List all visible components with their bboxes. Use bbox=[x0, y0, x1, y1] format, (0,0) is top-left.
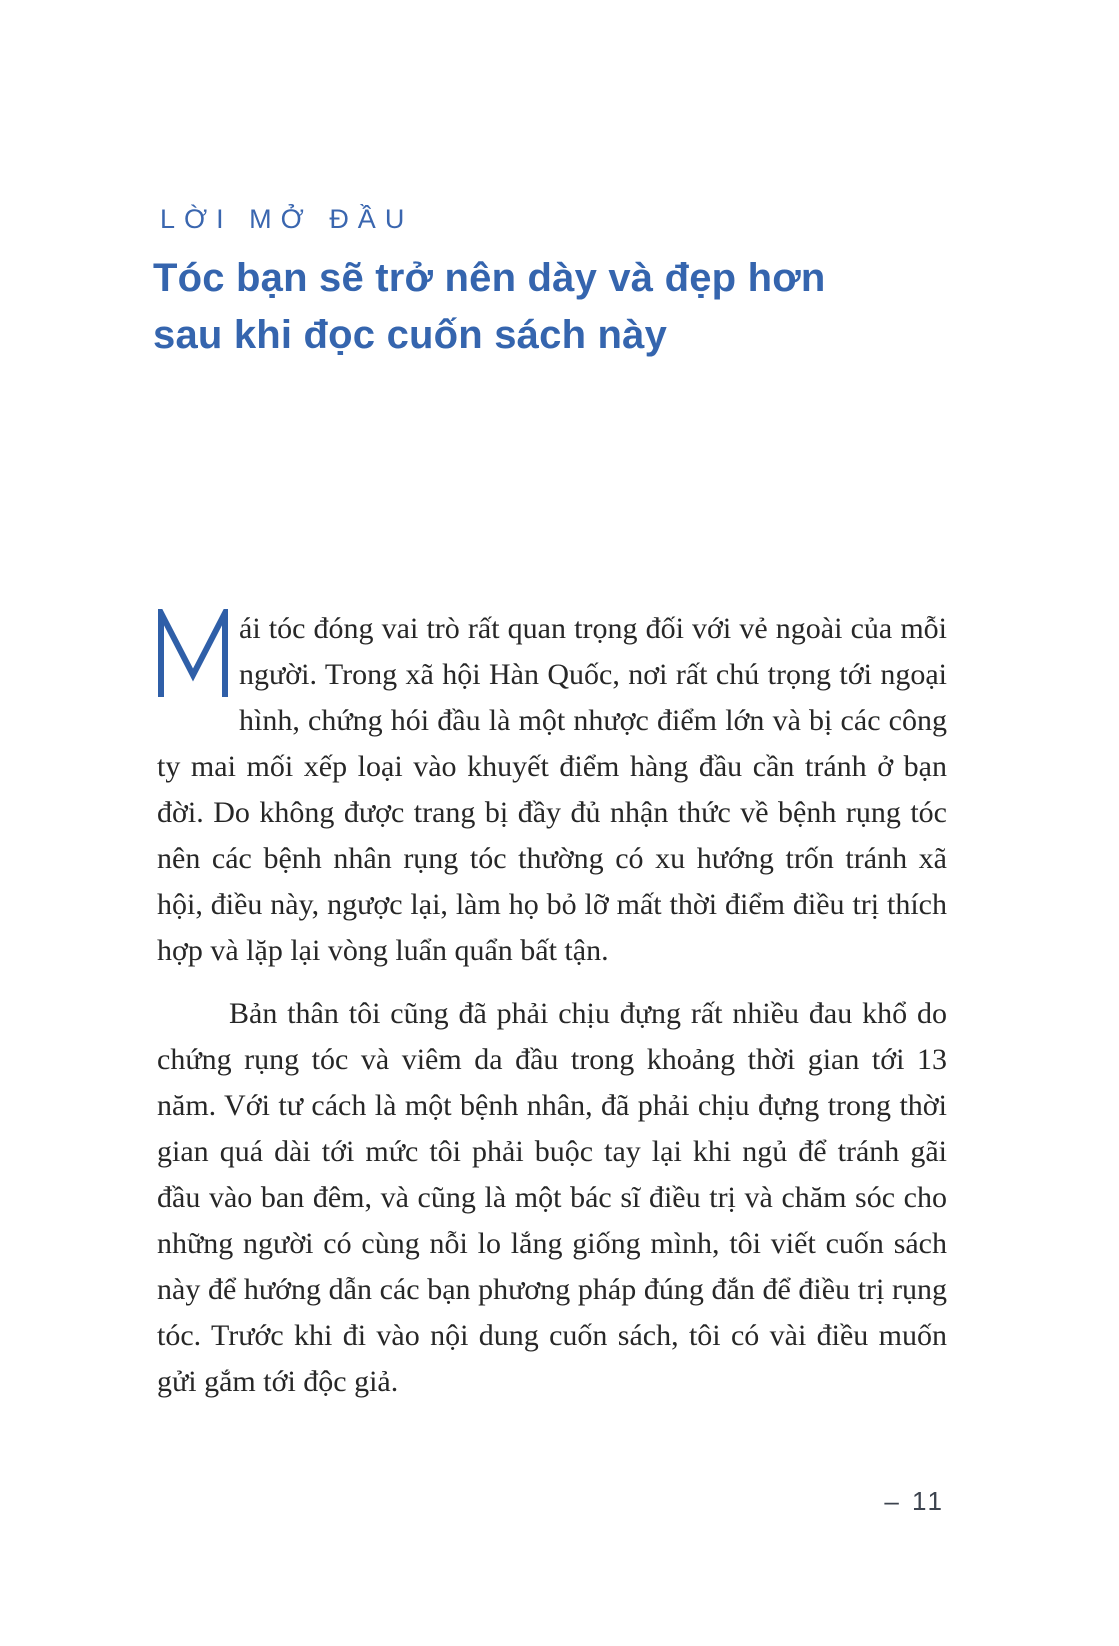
chapter-title-line-1: Tóc bạn sẽ trở nên dày và đẹp hơn bbox=[153, 256, 826, 300]
paragraph-1 bbox=[157, 606, 947, 974]
body-text-block bbox=[157, 606, 947, 1405]
page-number: – 11 bbox=[884, 1486, 945, 1516]
section-kicker: LỜI MỞ ĐẦU bbox=[160, 204, 414, 234]
drop-cap-m bbox=[157, 609, 229, 701]
chapter-title bbox=[153, 250, 973, 364]
chapter-title-line-2: sau khi đọc cuốn sách này bbox=[153, 313, 668, 357]
paragraph-2: Bản thân tôi cũng đã phải chịu đựng rất nhiều đau khổ do chứng rụng tóc và viêm da đầu trong khoảng thời gian tới 13 năm. Với tư cách là một bệnh nhân, đã phải chịu đựng trong thời gian quá dài tới mức tôi phải buộc tay lại khi ngủ để tránh gãi đầu vào ban đêm, và cũng là một bác sĩ điều trị và chăm sóc cho những người có cùng nỗi lo lắng giống mình, tôi viết cuốn sách này để hướng dẫn các bạn phương pháp đúng đắn để điều trị rụng tóc. Trước khi đi vào nội dung cuốn sách, tôi có vài điều muốn gửi gắm tới độc giả. bbox=[157, 997, 947, 1398]
paragraph-1-text: ái tóc đóng vai trò rất quan trọng đối với vẻ ngoài của mỗi người. Trong xã hội Hàn Quốc, nơi rất chú trọng tới ngoại hình, chứng hói đầu là một nhược điểm lớn và bị các công ty mai mối xếp loại vào khuyết điểm hàng đầu cần tránh ở bạn đời. Do không được trang bị đầy đủ nhận thức về bệnh rụng tóc nên các bệnh nhân rụng tóc thường có xu hướng trốn tránh xã hội, điều này, ngược lại, làm họ bỏ lỡ mất thời điểm điều trị thích hợp và lặp lại vòng luẩn quẩn bất tận. bbox=[157, 612, 947, 967]
